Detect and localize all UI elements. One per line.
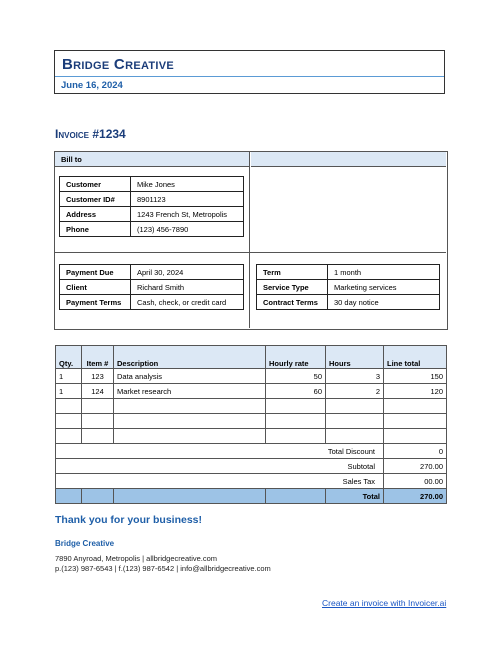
bill-to-hdivider bbox=[55, 252, 446, 253]
line-items-table bbox=[55, 345, 447, 504]
payment-terms-row bbox=[60, 295, 244, 310]
header-hourly-rate: Hourly rate bbox=[266, 346, 326, 369]
bill-to-header-left bbox=[55, 152, 249, 167]
thank-you-message: Thank you for your business! bbox=[55, 514, 203, 526]
customer-value: Mike Jones bbox=[131, 177, 244, 192]
service-type-row bbox=[257, 280, 440, 295]
footer-contact: p.(123) 987-6543 | f.(123) 987-6542 | info@allbridgecreative.com bbox=[55, 564, 271, 573]
invoice-date: June 16, 2024 bbox=[61, 80, 123, 91]
item-number: 123 bbox=[82, 369, 114, 384]
client-row bbox=[60, 280, 244, 295]
contract-terms-value: 30 day notice bbox=[328, 295, 440, 310]
item-description: Market research bbox=[114, 384, 266, 399]
summary-tax-row bbox=[56, 474, 447, 489]
contract-terms-label: Contract Terms bbox=[257, 295, 328, 310]
customer-id-row bbox=[60, 192, 244, 207]
item-total: 120 bbox=[384, 384, 447, 399]
phone-value: (123) 456-7890 bbox=[131, 222, 244, 237]
phone-label: Phone bbox=[60, 222, 131, 237]
bill-to-header-right bbox=[251, 152, 446, 167]
terms-table bbox=[256, 264, 440, 310]
item-total: 150 bbox=[384, 369, 447, 384]
item-description: Data analysis bbox=[114, 369, 266, 384]
phone-row bbox=[60, 222, 244, 237]
empty-item-row bbox=[56, 414, 447, 429]
item-rate: 50 bbox=[266, 369, 326, 384]
subtotal-label: Subtotal bbox=[56, 459, 384, 474]
customer-label: Customer bbox=[60, 177, 131, 192]
item-number: 124 bbox=[82, 384, 114, 399]
item-rate: 60 bbox=[266, 384, 326, 399]
address-label: Address bbox=[60, 207, 131, 222]
term-row bbox=[257, 265, 440, 280]
total-discount-label: Total Discount bbox=[56, 444, 384, 459]
item-hours: 3 bbox=[326, 369, 384, 384]
customer-id-value: 8901123 bbox=[131, 192, 244, 207]
payment-due-label: Payment Due bbox=[60, 265, 131, 280]
footer-company-name: Bridge Creative bbox=[55, 539, 115, 548]
total-label: Total bbox=[326, 489, 384, 504]
invoicer-link[interactable]: Create an invoice with Invoicer.ai bbox=[322, 598, 447, 608]
summary-subtotal-row bbox=[56, 459, 447, 474]
sales-tax-value: 00.00 bbox=[384, 474, 447, 489]
bill-to-label: Bill to bbox=[61, 155, 82, 164]
address-row bbox=[60, 207, 244, 222]
invoice-title: Invoice #1234 bbox=[55, 127, 126, 141]
customer-id-label: Customer ID# bbox=[60, 192, 131, 207]
header-item-number: Item # bbox=[82, 346, 114, 369]
sales-tax-label: Sales Tax bbox=[56, 474, 384, 489]
subtotal-value: 270.00 bbox=[384, 459, 447, 474]
summary-discount-row bbox=[56, 444, 447, 459]
term-label: Term bbox=[257, 265, 328, 280]
total-value: 270.00 bbox=[384, 489, 447, 504]
company-name: Bridge Creative bbox=[62, 56, 175, 73]
footer-address: 7890 Anyroad, Metropolis | allbridgecreative.com bbox=[55, 554, 218, 563]
client-value: Richard Smith bbox=[131, 280, 244, 295]
client-label: Client bbox=[60, 280, 131, 295]
contract-terms-row bbox=[257, 295, 440, 310]
empty-item-row bbox=[56, 399, 447, 414]
item-qty: 1 bbox=[56, 384, 82, 399]
items-header-row bbox=[56, 346, 447, 369]
header-qty: Qty. bbox=[56, 346, 82, 369]
grand-total-row bbox=[56, 489, 447, 504]
header-line-total: Line total bbox=[384, 346, 447, 369]
payment-due-value: April 30, 2024 bbox=[131, 265, 244, 280]
header-description: Description bbox=[114, 346, 266, 369]
empty-item-row bbox=[56, 429, 447, 444]
customer-table bbox=[59, 176, 244, 237]
service-type-label: Service Type bbox=[257, 280, 328, 295]
payment-terms-label: Payment Terms bbox=[60, 295, 131, 310]
payment-due-row bbox=[60, 265, 244, 280]
bill-to-vdivider bbox=[249, 152, 250, 328]
address-value: 1243 French St, Metropolis bbox=[131, 207, 244, 222]
term-value: 1 month bbox=[328, 265, 440, 280]
customer-row bbox=[60, 177, 244, 192]
total-discount-value: 0 bbox=[384, 444, 447, 459]
item-row bbox=[56, 384, 447, 399]
payment-terms-value: Cash, check, or credit card bbox=[131, 295, 244, 310]
payment-table bbox=[59, 264, 244, 310]
service-type-value: Marketing services bbox=[328, 280, 440, 295]
header-divider bbox=[55, 76, 444, 77]
item-hours: 2 bbox=[326, 384, 384, 399]
header-hours: Hours bbox=[326, 346, 384, 369]
item-row bbox=[56, 369, 447, 384]
item-qty: 1 bbox=[56, 369, 82, 384]
